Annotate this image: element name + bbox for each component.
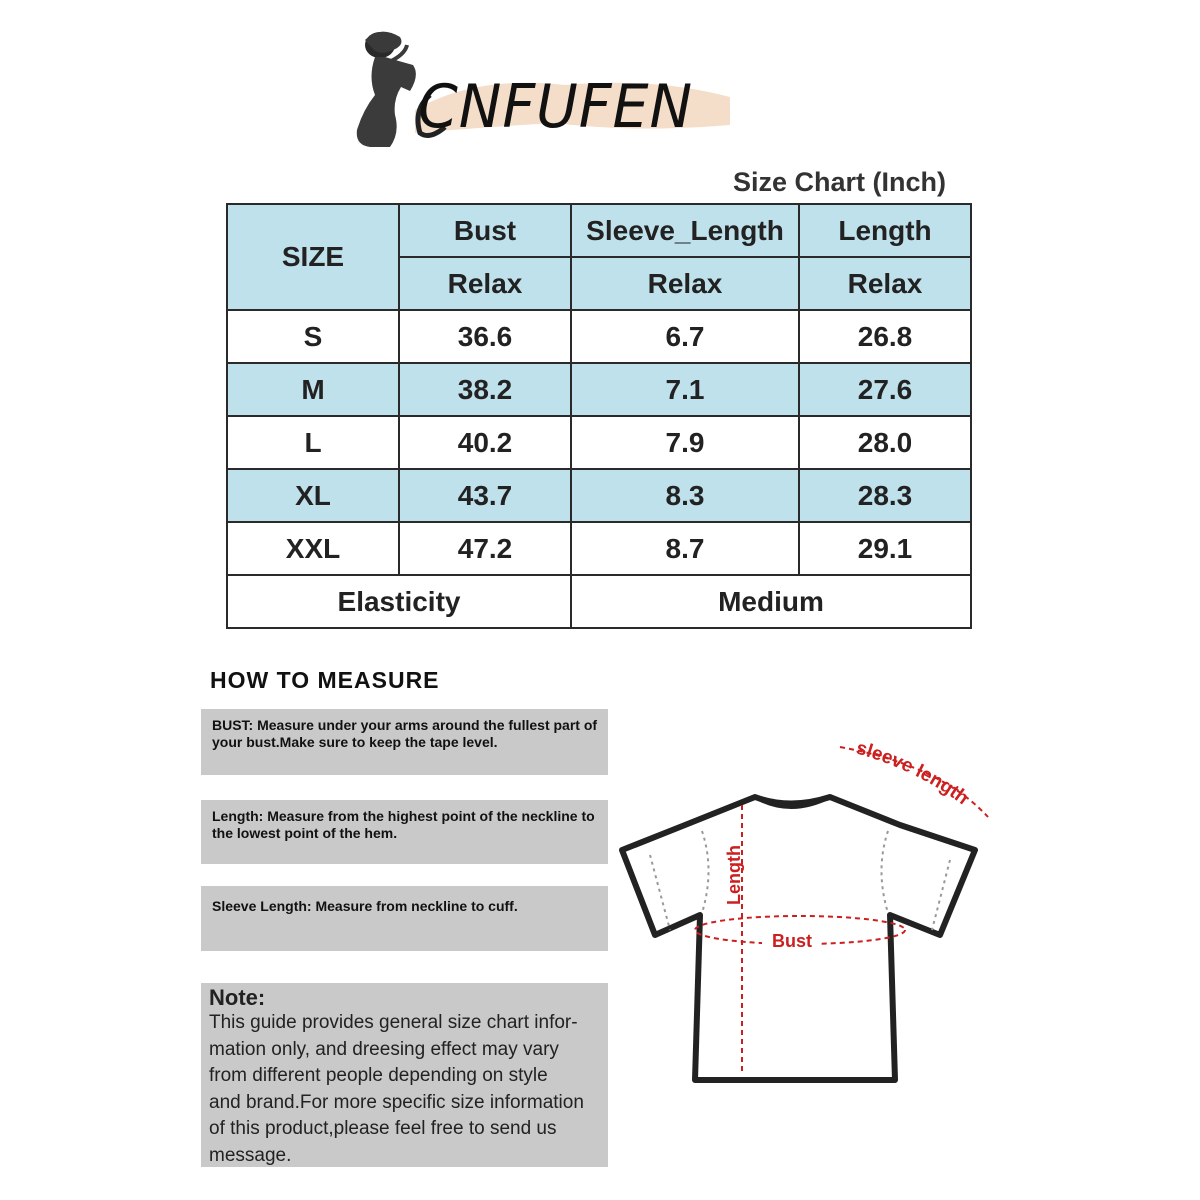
table-header-row [227,204,971,257]
bust-label: Bust [772,931,812,951]
cell-length: 27.6 [799,363,971,416]
woman-silhouette-icon [357,32,416,147]
header-length: Length [799,204,971,257]
size-chart-table [226,203,972,629]
subheader-sleeve-fit: Relax [571,257,799,310]
header-sleeve-length: Sleeve_Length [571,204,799,257]
note-line: This guide provides general size chart infor- [209,1012,578,1033]
cell-length: 28.0 [799,416,971,469]
sleeve-length-label: sleeve length [853,737,973,810]
cell-sleeve: 6.7 [571,310,799,363]
length-instruction: Length: Measure from the highest point of the neckline to the lowest point of the hem. [201,800,608,864]
cell-size: M [227,363,399,416]
brand-name: CNFUFEN [418,72,694,142]
subheader-length-fit: Relax [799,257,971,310]
length-label: Length [724,845,744,905]
cell-length: 29.1 [799,522,971,575]
note-line: of this product,please feel free to send us [209,1118,557,1139]
bust-instruction: BUST: Measure under your arms around the fullest part of your bust.Make sure to keep the tape level. [201,709,608,775]
cell-sleeve: 8.7 [571,522,799,575]
note-line: from different people depending on style [209,1065,548,1086]
measurement-diagram [610,735,1010,1095]
cell-bust: 43.7 [399,469,571,522]
note-line: and brand.For more specific size information [209,1091,584,1113]
note-box [201,983,608,1167]
note-title: Note: [209,985,266,1010]
cell-sleeve: 8.3 [571,469,799,522]
table-row [227,469,971,522]
table-row [227,363,971,416]
note-line: message. [209,1144,292,1166]
cell-size: L [227,416,399,469]
cell-size: XXL [227,522,399,575]
cell-size: S [227,310,399,363]
subheader-bust-fit: Relax [399,257,571,310]
cell-length: 28.3 [799,469,971,522]
header-bust: Bust [399,204,571,257]
cell-sleeve: 7.9 [571,416,799,469]
cell-bust: 38.2 [399,363,571,416]
sleeve-instruction: Sleeve Length: Measure from neckline to cuff. [201,886,608,951]
elasticity-value: Medium [571,575,971,628]
cell-bust: 36.6 [399,310,571,363]
cell-bust: 40.2 [399,416,571,469]
header-size: SIZE [227,204,399,310]
cell-size: XL [227,469,399,522]
cell-sleeve: 7.1 [571,363,799,416]
cell-bust: 47.2 [399,522,571,575]
table-row [227,416,971,469]
how-to-measure-title: HOW TO MEASURE [210,667,440,693]
note-line: mation only, and dreesing effect may vary [209,1038,559,1060]
cell-length: 26.8 [799,310,971,363]
table-row [227,522,971,575]
table-row [227,310,971,363]
size-chart-caption: Size Chart (Inch) [733,167,947,197]
elasticity-label: Elasticity [227,575,571,628]
elasticity-row [227,575,971,628]
